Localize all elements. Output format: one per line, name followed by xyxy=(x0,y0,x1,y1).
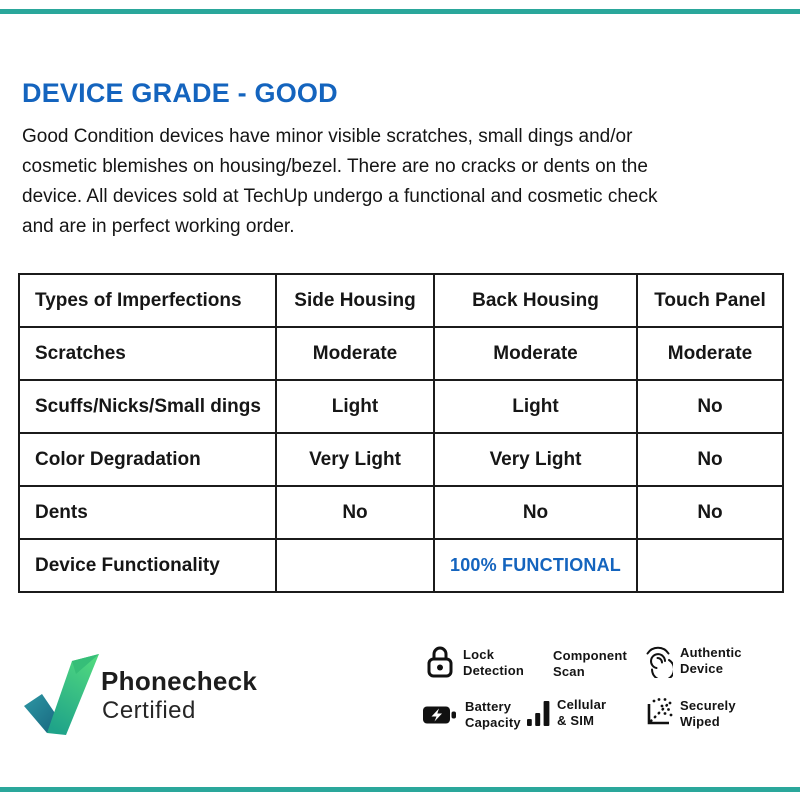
table-cell: Moderate xyxy=(637,327,783,380)
badge-label: Capacity xyxy=(465,715,521,730)
table-cell: No xyxy=(637,486,783,539)
badge-label: Device xyxy=(680,661,724,676)
lock-icon xyxy=(424,644,456,682)
wipe-icon xyxy=(642,697,673,730)
description-line: device. All devices sold at TechUp undergo a functional and cosmetic check xyxy=(22,186,658,207)
row-label: Scratches xyxy=(19,327,276,380)
table-row xyxy=(19,486,783,539)
table-cell: Very Light xyxy=(434,433,637,486)
table-cell: Very Light xyxy=(276,433,434,486)
imperfections-table xyxy=(18,273,784,593)
badge-component-scan xyxy=(553,648,627,680)
signal-bars-icon xyxy=(527,700,550,727)
phonecheck-subtitle: Certified xyxy=(102,697,196,724)
table-cell: Light xyxy=(434,380,637,433)
badge-label: Component xyxy=(553,648,628,663)
row-label: Device Functionality xyxy=(19,539,276,592)
badge-label: Authentic xyxy=(680,645,742,660)
badge-label: Securely xyxy=(680,697,736,713)
table-cell: No xyxy=(434,486,637,539)
table-header-row xyxy=(19,274,783,327)
battery-icon xyxy=(422,702,458,728)
page-title: DEVICE GRADE - GOOD xyxy=(22,78,338,108)
badge-cellular-sim xyxy=(527,697,606,729)
description-line: cosmetic blemishes on housing/bezel. There are no cracks or dents on the xyxy=(22,156,648,177)
grade-description xyxy=(22,122,657,242)
table-cell: Moderate xyxy=(276,327,434,380)
table-cell: No xyxy=(637,433,783,486)
fingerprint-icon xyxy=(643,644,673,678)
badge-label: Scan xyxy=(553,664,585,679)
table-cell xyxy=(276,539,434,592)
badge-label: & SIM xyxy=(557,713,595,728)
table-row xyxy=(19,380,783,433)
badge-label: Wiped xyxy=(680,713,720,729)
badge-lock-detection xyxy=(424,644,524,682)
table-cell: Light xyxy=(276,380,434,433)
table-cell: No xyxy=(276,486,434,539)
table-row xyxy=(19,539,783,592)
description-line: and are in perfect working order. xyxy=(22,216,295,237)
badge-securely-wiped xyxy=(642,697,736,730)
badge-label: Cellular xyxy=(557,697,607,712)
table-row xyxy=(19,327,783,380)
top-divider xyxy=(0,9,800,14)
column-header: Touch Panel xyxy=(637,274,783,327)
badge-authentic-device xyxy=(643,644,742,678)
column-header: Side Housing xyxy=(276,274,434,327)
badge-label: Detection xyxy=(463,663,525,678)
phonecheck-checkmark-icon xyxy=(22,652,102,736)
badge-label: Lock xyxy=(463,647,495,662)
row-label: Color Degradation xyxy=(19,433,276,486)
table-cell xyxy=(637,539,783,592)
functionality-value: 100% FUNCTIONAL xyxy=(434,539,637,592)
table-cell: No xyxy=(637,380,783,433)
badge-battery-capacity xyxy=(422,699,521,731)
row-label: Dents xyxy=(19,486,276,539)
description-line: Good Condition devices have minor visible scratches, small dings and/or xyxy=(22,126,633,147)
table-cell: Moderate xyxy=(434,327,637,380)
row-label: Scuffs/Nicks/Small dings xyxy=(19,380,276,433)
table-row xyxy=(19,433,783,486)
bottom-divider xyxy=(0,787,800,792)
column-header: Types of Imperfections xyxy=(19,274,276,327)
badge-label: Battery xyxy=(465,699,512,714)
phonecheck-brand: Phonecheck xyxy=(101,666,258,696)
column-header: Back Housing xyxy=(434,274,637,327)
